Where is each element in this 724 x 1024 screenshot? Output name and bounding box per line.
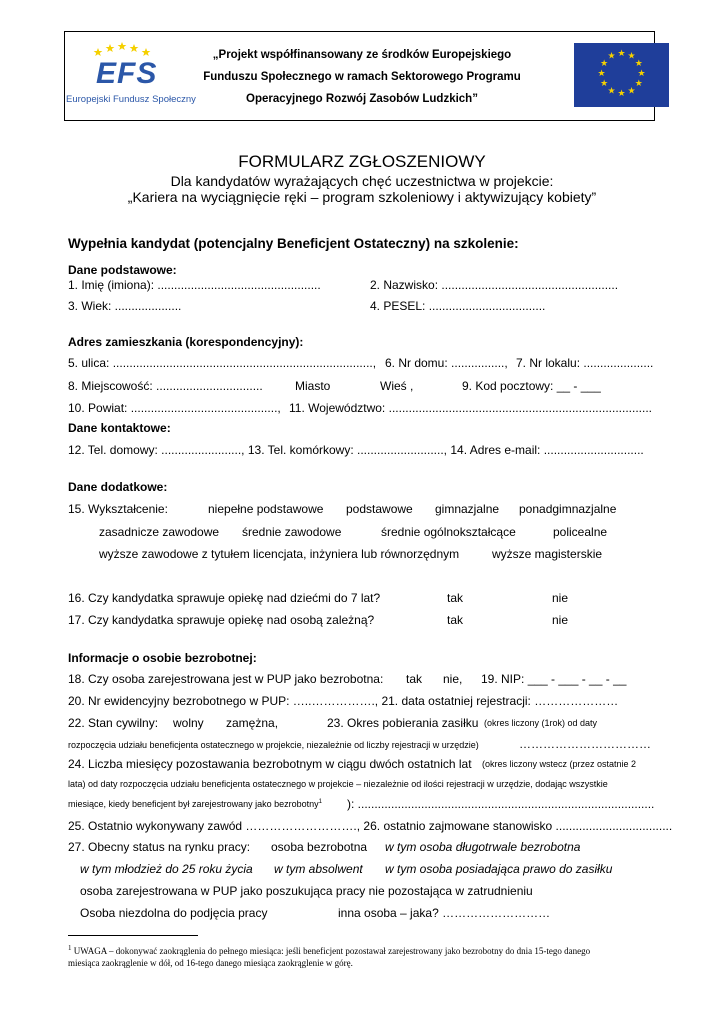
- form-subtitle-2: „Kariera na wyciągnięcie ręki – program szkoleniowy i aktywizujący kobiety”: [127, 189, 597, 205]
- field-contact-line[interactable]: 12. Tel. domowy: ........................, 13. Tel. komórkowy: .........................., 14. Adres e-mail: ..............................: [68, 443, 644, 457]
- option-single[interactable]: wolny: [173, 716, 204, 730]
- svg-text:★: ★: [634, 59, 643, 69]
- option-city[interactable]: Miasto: [295, 379, 331, 393]
- field-street[interactable]: 5. ulica: ..............................................................................,: [68, 356, 377, 370]
- svg-text:★: ★: [607, 51, 616, 62]
- svg-text:★: ★: [600, 79, 609, 89]
- eu-stars-icon: [574, 43, 669, 107]
- field-age[interactable]: 3. Wiek: ....................: [68, 299, 182, 313]
- answer-yes[interactable]: tak: [406, 672, 423, 686]
- footnote-line-2: miesiąca zaokrąglenie w dół, od 16-tego danego miesiąca zaokrąglenie w górę.: [68, 958, 353, 968]
- efs-logo-text: EFS: [96, 57, 158, 90]
- footnote-rule: [68, 935, 198, 936]
- status-benefit[interactable]: w tym osoba posiadająca prawo do zasiłku: [385, 862, 613, 876]
- svg-text:★: ★: [600, 59, 609, 69]
- eu-flag: [574, 43, 669, 107]
- field-first-name[interactable]: 1. Imię (imiona): .................................................: [68, 278, 321, 292]
- svg-text:★: ★: [634, 79, 643, 89]
- basic-heading: Dane podstawowe:: [68, 263, 177, 277]
- address-heading: Adres zamieszkania (korespondencyjny):: [68, 335, 304, 349]
- edu-option[interactable]: średnie zawodowe: [242, 525, 342, 539]
- answer-no[interactable]: nie: [552, 613, 569, 627]
- question-childcare: 16. Czy kandydatka sprawuje opiekę nad dziećmi do 7 lat?: [68, 591, 381, 605]
- footnote-mark: 1: [68, 944, 72, 952]
- svg-text:★: ★: [617, 49, 626, 59]
- efs-logo-caption: Europejski Fundusz Społeczny: [66, 94, 196, 105]
- status-other[interactable]: inna osoba – jaka? ………………………: [338, 906, 551, 920]
- intro-heading: Wypełnia kandydat (potencjalny Beneficjent Ostateczny) na szkolenie:: [68, 236, 519, 251]
- edu-option[interactable]: policealne: [553, 525, 608, 539]
- field-pesel[interactable]: 4. PESEL: ...................................: [370, 299, 546, 313]
- answer-no[interactable]: nie: [552, 591, 569, 605]
- status-youth[interactable]: w tym młodzież do 25 roku życia: [80, 862, 253, 876]
- field-last-name[interactable]: 2. Nazwisko: .....................................................: [370, 278, 619, 292]
- note-months-3-text: miesiące, kiedy beneficjent był zarejestrowany jako bezrobotny: [68, 799, 319, 809]
- footnote-ref: 1: [318, 799, 322, 805]
- edu-option[interactable]: wyższe magisterskie: [492, 547, 603, 561]
- edu-option[interactable]: wyższe zawodowe z tytułem licencjata, inżyniera lub równorzędnym: [99, 547, 460, 561]
- status-job-seeker[interactable]: osoba zarejestrowana w PUP jako poszukująca pracy nie pozostająca w zatrudnieniu: [80, 884, 533, 898]
- footnote-line-1: [68, 944, 590, 956]
- field-nip[interactable]: 19. NIP: ___ - ___ - __ - __: [481, 672, 627, 686]
- svg-text:★: ★: [597, 69, 606, 79]
- field-city[interactable]: 8. Miejscowość: ................................: [68, 379, 263, 393]
- answer-no[interactable]: nie,: [443, 672, 463, 686]
- extra-heading: Dane dodatkowe:: [68, 480, 168, 494]
- contact-heading: Dane kontaktowe:: [68, 421, 171, 435]
- label-marital-status: 22. Stan cywilny:: [68, 716, 159, 730]
- svg-text:★: ★: [607, 86, 616, 97]
- edu-option[interactable]: gimnazjalne: [435, 502, 500, 516]
- field-occupation[interactable]: 25. Ostatnio wykonywany zawód ………………………., 26. ostatnio zajmowane stanowisko ...................................: [68, 819, 673, 833]
- label-benefit-period: 23. Okres pobierania zasiłku: [327, 716, 479, 730]
- status-unemployed[interactable]: osoba bezrobotna: [271, 840, 368, 854]
- status-long-term[interactable]: w tym osoba długotrwale bezrobotna: [385, 840, 581, 854]
- label-education: 15. Wykształcenie:: [68, 502, 168, 516]
- svg-text:★: ★: [617, 89, 626, 99]
- field-postal-code[interactable]: 9. Kod pocztowy: __ - ___: [462, 379, 601, 393]
- header-line-2: Funduszu Społecznego w ramach Sektorowego Programu: [203, 71, 521, 83]
- field-district[interactable]: 10. Powiat: ............................................,: [68, 401, 281, 415]
- edu-option[interactable]: niepełne podstawowe: [208, 502, 324, 516]
- field-voivodeship[interactable]: 11. Województwo: ...............................................................................: [289, 401, 652, 415]
- edu-option[interactable]: ponadgimnazjalne: [519, 502, 617, 516]
- svg-text:★: ★: [627, 51, 636, 62]
- label-labor-status: 27. Obecny status na rynku pracy:: [68, 840, 251, 854]
- field-flat-number[interactable]: 7. Nr lokalu: .....................: [516, 356, 654, 370]
- answer-yes[interactable]: tak: [447, 613, 464, 627]
- footnote-text-1: UWAGA – dokonywać zaokrąglenia do pełnego miesiąca: jeśli beneficjent pozostawał zarejestrowany jako bezrobotny do dnia 15-tego danego: [73, 946, 591, 956]
- edu-option[interactable]: średnie ogólnokształcące: [381, 525, 516, 539]
- note-benefit-period-cont: rozpoczęcia udziału beneficjenta ostatecznego w projekcie, niezależnie od liczby rejestracji w urzędzie): [68, 740, 479, 750]
- option-village[interactable]: Wieś ,: [380, 379, 414, 393]
- status-graduate[interactable]: w tym absolwent: [274, 862, 363, 876]
- form-title: FORMULARZ ZGŁOSZENIOWY: [238, 152, 486, 171]
- form-subtitle-1: Dla kandydatów wyrażających chęć uczestnictwa w projekcie:: [170, 173, 554, 189]
- unemployed-heading: Informacje o osobie bezrobotnej:: [68, 651, 257, 665]
- answer-yes[interactable]: tak: [447, 591, 464, 605]
- option-married[interactable]: zamężna,: [226, 716, 279, 730]
- note-months-1: (okres liczony wstecz (przez ostatnie 2: [482, 759, 637, 769]
- field-benefit-period[interactable]: ……………………………: [519, 737, 651, 751]
- svg-text:★: ★: [637, 69, 646, 79]
- status-unable[interactable]: Osoba niezdolna do podjęcia pracy: [80, 906, 268, 920]
- field-registration[interactable]: 20. Nr ewidencyjny bezrobotnego w PUP: …..……………., 21. data ostatniej rejestracji: …………………: [68, 694, 619, 708]
- edu-option[interactable]: zasadnicze zawodowe: [99, 525, 220, 539]
- note-months-2: lata) od daty rozpoczęcia udziału beneficjenta ostatecznego w projekcie – niezależnie od ilości rejestracji w urzędzie, dodając wszystkie: [68, 779, 608, 789]
- field-house-number[interactable]: 6. Nr domu: ................,: [385, 356, 508, 370]
- question-registered: 18. Czy osoba zarejestrowana jest w PUP jako bezrobotna:: [68, 672, 384, 686]
- header-line-3: Operacyjnego Rozwój Zasobów Ludzkich”: [246, 93, 478, 105]
- edu-option[interactable]: podstawowe: [346, 502, 413, 516]
- note-months-3: [68, 799, 322, 809]
- field-months-unemployed[interactable]: ): .........................................................................................: [347, 797, 655, 811]
- svg-text:★: ★: [627, 86, 636, 97]
- label-months-unemployed: 24. Liczba miesięcy pozostawania bezrobotnym w ciągu dwóch ostatnich lat: [68, 757, 472, 771]
- header-line-1: „Projekt współfinansowany ze środków Europejskiego: [212, 49, 512, 61]
- question-dependent-care: 17. Czy kandydatka sprawuje opiekę nad osobą zależną?: [68, 613, 375, 627]
- note-benefit-period: (okres liczony (1rok) od daty: [484, 718, 598, 728]
